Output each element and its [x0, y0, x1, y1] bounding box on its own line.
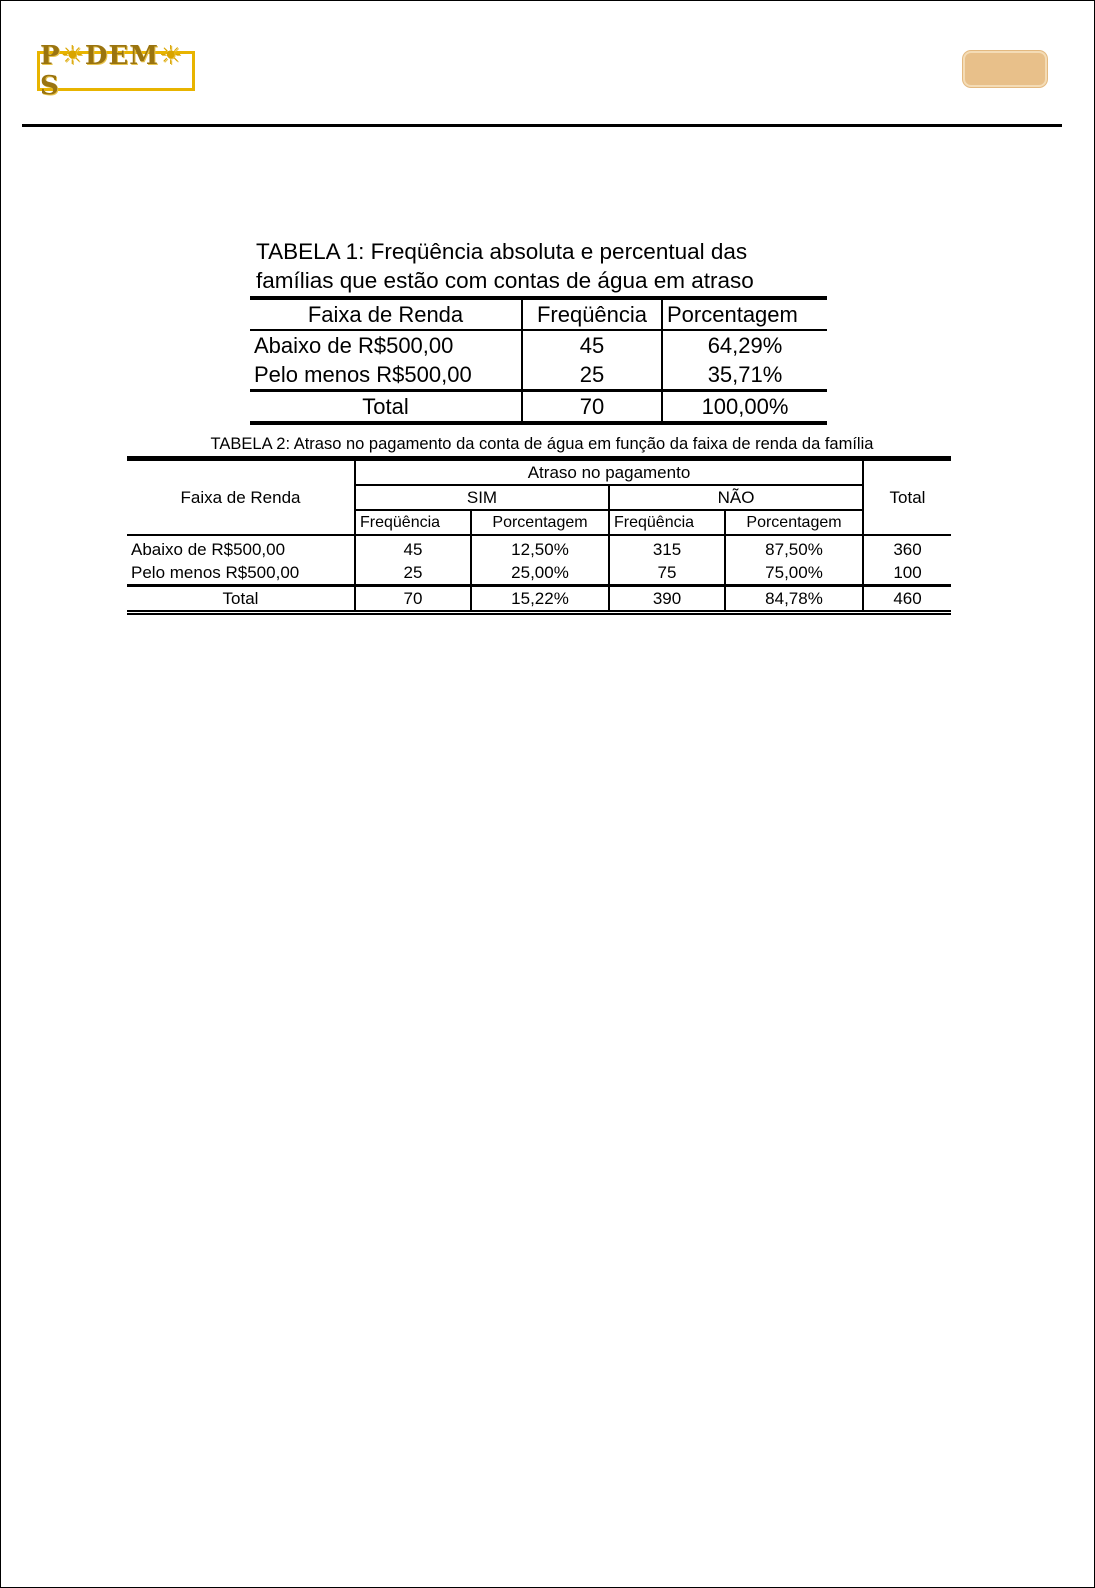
table-cell: 360 — [863, 535, 951, 561]
table-row — [250, 330, 827, 360]
logo-letter: P — [40, 41, 61, 71]
table1-total-row — [250, 391, 827, 424]
table1-caption-line2: famílias que estão com contas de água em atraso — [256, 268, 754, 293]
table1-caption — [256, 237, 836, 295]
logo-text — [40, 41, 192, 101]
logo-letter: S — [40, 71, 60, 101]
table-cell: 25,00% — [471, 561, 609, 586]
table-row — [127, 535, 951, 561]
podemos-logo — [37, 41, 195, 101]
table-cell: Total — [127, 586, 355, 613]
table2-subheader-cell: Freqüência — [609, 510, 725, 535]
table-cell: 25 — [355, 561, 471, 586]
table-cell: Pelo menos R$500,00 — [131, 563, 300, 582]
logo-letter: M — [129, 41, 160, 71]
table-cell: 15,22% — [471, 586, 609, 613]
table-row — [250, 360, 827, 391]
logo-sun-glyph: ☀ — [159, 41, 184, 71]
table2-header-row — [127, 459, 951, 486]
table-cell: Total — [250, 391, 522, 424]
table1-header-cell: Freqüência — [522, 298, 662, 330]
header-divider — [22, 124, 1062, 127]
table-cell: Abaixo de R$500,00 — [131, 540, 286, 559]
table2-total-header: Total — [863, 459, 951, 536]
table-cell: 75,00% — [725, 561, 863, 586]
table-cell: 70 — [522, 391, 662, 424]
table-cell: 460 — [863, 586, 951, 613]
logo-sun-glyph: ☀ — [60, 41, 85, 71]
table-cell: 45 — [522, 330, 662, 360]
table2-nao-header: NÃO — [609, 485, 863, 510]
table1-caption-line1: TABELA 1: Freqüência absoluta e percentual das — [256, 239, 748, 264]
table2 — [127, 456, 951, 615]
logo-letter: E — [108, 41, 130, 71]
table-cell: Abaixo de R$500,00 — [254, 333, 454, 358]
table-row — [127, 561, 951, 586]
table-cell: Pelo menos R$500,00 — [254, 362, 472, 387]
table1-header-cell: Faixa de Renda — [250, 298, 522, 330]
table-cell: 87,50% — [725, 535, 863, 561]
table2-subheader-cell: Porcentagem — [725, 510, 863, 535]
table2-caption: TABELA 2: Atraso no pagamento da conta de água em função da faixa de renda da família — [210, 435, 874, 453]
table-cell: 84,78% — [725, 586, 863, 613]
table2-row-header: Faixa de Renda — [127, 459, 355, 536]
table2-total-row — [127, 586, 951, 613]
table-cell: 35,71% — [662, 360, 827, 391]
table-cell: 45 — [355, 535, 471, 561]
table-cell: 315 — [609, 535, 725, 561]
table-cell: 75 — [609, 561, 725, 586]
table-cell: 64,29% — [662, 330, 827, 360]
table2-subheader-cell: Freqüência — [355, 510, 471, 535]
table1 — [250, 296, 827, 425]
table-cell: 25 — [522, 360, 662, 391]
logo-letter: D — [84, 41, 109, 71]
corner-tab — [963, 51, 1047, 87]
table2-sim-header: SIM — [355, 485, 609, 510]
table1-header-cell: Porcentagem — [662, 298, 827, 330]
table2-subheader-cell: Porcentagem — [471, 510, 609, 535]
table-cell: 100,00% — [662, 391, 827, 424]
table-cell: 390 — [609, 586, 725, 613]
table2-group-header: Atraso no pagamento — [355, 459, 863, 486]
table-cell: 12,50% — [471, 535, 609, 561]
table-cell: 100 — [863, 561, 951, 586]
table-cell: 70 — [355, 586, 471, 613]
table1-header-row — [250, 298, 827, 330]
